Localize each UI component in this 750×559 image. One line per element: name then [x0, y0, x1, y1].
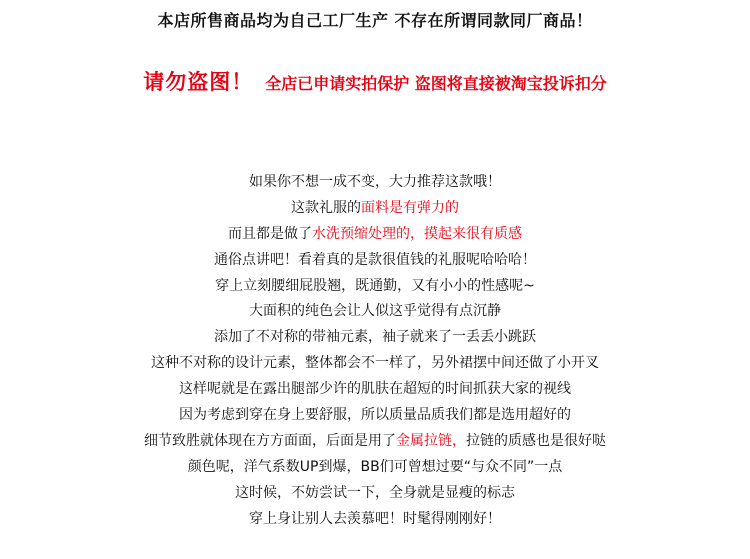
description-line-8: 这种不对称的设计元素，整体都会不一样了，另外裙摆中间还做了小开叉 — [151, 355, 599, 372]
anti-theft-warning — [0, 66, 750, 96]
description-line-11 — [0, 429, 750, 455]
description-line-7: 添加了不对称的带袖元素，袖子就来了一丢丢小跳跃 — [214, 329, 536, 346]
description-line-3 — [0, 222, 750, 248]
description-line-6: 大面积的纯色会让人似这乎觉得有点沉静 — [249, 303, 501, 320]
highlight-text: 金属拉链， — [396, 432, 466, 449]
warning-subtitle: 全店已申请实拍保护 盗图将直接被淘宝投诉扣分 — [265, 74, 607, 93]
product-description — [0, 170, 750, 532]
highlight-text: 水洗预缩处理的，摸起来很有质感 — [312, 225, 522, 242]
description-line-4: 通俗点讲吧！看着真的是款很值钱的礼服呢哈哈哈！ — [214, 251, 536, 268]
line-text: 而且都是做了 — [228, 225, 312, 242]
description-line-5: 穿上立刻腰细屁股翘，既通勤，又有小小的性感呢~ — [215, 277, 535, 294]
description-line-2 — [0, 196, 750, 222]
warning-title: 请勿盗图！ — [143, 70, 254, 94]
description-line-9: 这样呢就是在露出腿部少许的肌肤在超短的时间抓获大家的视线 — [179, 381, 571, 398]
description-line-10: 因为考虑到穿在身上要舒服，所以质量品质我们都是选用超好的 — [179, 407, 571, 424]
highlight-text: 面料是有弹力的 — [361, 199, 459, 216]
line-text: 拉链的质感也是很好哒 — [466, 432, 606, 449]
line-text: 细节致胜就体现在方方面面，后面是用了 — [144, 432, 396, 449]
description-line-13: 这时候，不妨尝试一下，全身就是显瘦的标志 — [235, 484, 515, 501]
description-line-14: 穿上身让别人去羡慕吧！时髦得刚刚好！ — [249, 510, 501, 527]
line-text: 这款礼服的 — [291, 199, 361, 216]
description-line-1: 如果你不想一成不变，大力推荐这款哦！ — [249, 174, 501, 190]
description-line-12: 颜色呢，洋气系数UP到爆，BB们可曾想过要“与众不同”一点 — [187, 458, 563, 475]
shop-notice: 本店所售商品均为自己工厂生产 不存在所谓同款同厂商品！ — [157, 11, 593, 30]
